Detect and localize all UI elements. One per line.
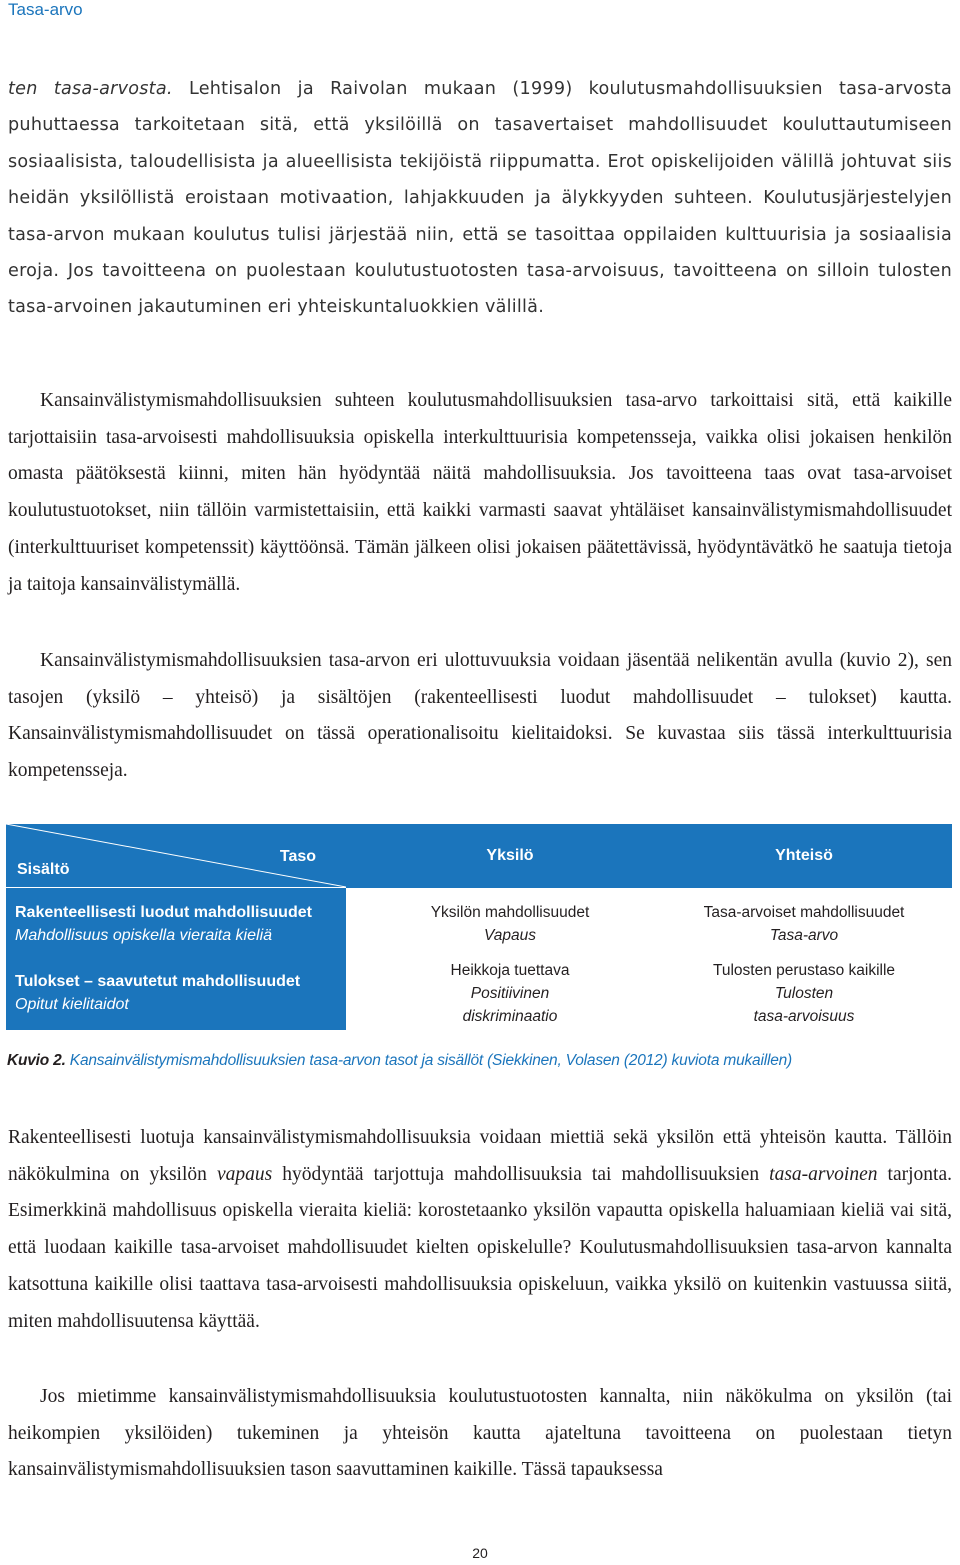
paragraph-4-italic1: vapaus (216, 1163, 273, 1185)
header-divider (6, 887, 346, 888)
paragraph-1-lead: ten tasa-arvosta. (8, 79, 173, 99)
cell-row2-yksilo (396, 959, 624, 1028)
header-sisalto: Sisältö (17, 861, 70, 878)
paragraph-3: Kansainvälistymismahdollisuuksien tasa-arvon eri ulottuvuuksia voidaan jäsentää nelikentän avulla (kuvio 2), sen tasojen (yksilö – yhteisö) ja sisältöjen (rakenteellisesti luodut mahdollisuudet – tulokset) kautta. Kansainvälistymismahdollisuudet on tässä operationalisoitu kielitaidoksi. Se kuvastaa siis tässä interkulttuurisia kompetensseja. (8, 650, 952, 782)
header-taso: Taso (279, 848, 317, 865)
row2-label-italic: Opitut kielitaidot (15, 996, 129, 1013)
cell-row1-yksilo-line2: Vapaus (484, 927, 536, 944)
figure-caption (7, 1052, 792, 1070)
paragraph-4-part1: Rakenteellisesti luotuja kansainvälistymismahdollisuuksia voidaan miettiä sekä yksilön että yhteisön kautta. Tällöin näkökulmina on yksilön (8, 1127, 952, 1185)
caption-text: Kansainvälistymismahdollisuuksien tasa-arvon tasot ja sisällöt (Siekkinen, Volasen (2012) kuviota mukaillen) (65, 1052, 792, 1069)
cell-row2-yhteiso-line2: Tulosten (774, 985, 834, 1002)
paragraph-4-part3: tarjonta. Esimerkkinä mahdollisuus opiskella vieraita kieliä: korostetaanko yksilön vapautta opiskella haluamiaan kieliä vai sitä, että luodaan kaikille tasa-arvoiset mahdollisuudet kielten opiskelulle? Koulutusmahdollisuuksien tasa-arvon kannalta katsottuna kaikille olisi taattava tasa-arvoisesti mahdollisuuksia opiskeluun, vaikka yksilö on kuitenkin vastuussa siitä, miten mahdollisuutensa käyttää. (8, 1163, 952, 1332)
paragraph-4-part2: hyödyntää tarjottuja mahdollisuuksia tai mahdollisuuksien (272, 1163, 770, 1185)
row1-label-italic: Mahdollisuus opiskella vieraita kieliä (15, 927, 273, 944)
cell-row2-yhteiso-line3: tasa-arvoisuus (753, 1008, 855, 1025)
cell-row1-yksilo (396, 901, 624, 947)
page-number: 20 (472, 1545, 488, 1561)
cell-row1-yksilo-line1: Yksilön mahdollisuudet (430, 904, 590, 921)
paragraph-4 (8, 1120, 952, 1340)
paragraph-4-italic2: tasa-arvoinen (769, 1163, 878, 1185)
header-yksilo: Yksilö (486, 847, 534, 864)
cell-row2-yksilo-line2: Positiivinen (470, 985, 550, 1002)
cell-row1-yhteiso (686, 901, 922, 947)
paragraph-1-text: Lehtisalon ja Raivolan mukaan (1999) koulutusmahdollisuuksien tasa-arvosta puhuttaessa tarkoitetaan sitä, että yksilöillä on tasavertaiset mahdollisuudet kouluttautumiseen sosiaalisista, taloudellisista ja alueellisista tekijöistä riippumatta. Erot opiskelijoiden välillä johtuvat siis heidän yksilöllistä eroistaan motivaation, lahjakkuuden ja älykkyyden suhteen. Koulutusjärjestelyjen tasa-arvon mukaan koulutus tulisi järjestää niin, että se tasoittaa oppilaiden kulttuurisia ja sosiaalisia eroja. Jos tavoitteena on puolestaan koulutustuotosten tasa-arvoisuus, tavoitteena on silloin tulosten tasa-arvoinen jakautuminen eri yhteiskuntaluokkien välillä. (8, 79, 952, 318)
figure-cells-panel (346, 888, 952, 1030)
cell-row2-yhteiso (686, 959, 922, 1028)
paragraph-2: Kansainvälistymismahdollisuuksien suhteen koulutusmahdollisuuksien tasa-arvo tarkoittaisi sitä, että kaikille tarjottaisiin tasa-arvoisesti mahdollisuuksia opiskella interkulttuurisia kompetenssejа, vaikka olisi jokaisen henkilön omasta päätöksestä kiinni, miten hän hyödyntää näitä mahdollisuuksia. Jos tavoitteena taas ovat tasa-arvoiset koulutustuotokset, niin tällöin varmistettaisiin, että kaikki varmasti saavat yhtäläiset kansainvälistymismahdollisuudet (interkulttuuriset kompetenssit) käyttöönsä. Tämän jälkeen olisi jokaisen päätettävissä, hyödyntävätkö he saatuja tietoja ja taitoja kansainvälistymällä. (8, 390, 952, 595)
paragraph-5: Jos mietimme kansainvälistymismahdollisuuksia koulutustuotosten kannalta, niin näkökulma on yksilön (tai heikompien yksilöiden) tukeminen ja yhteisön kautta ajateltuna tavoitteena on puolestaan tietyn kansainvälistymismahdollisuuksien tason saavuttaminen kaikille. Tässä tapauksessa (8, 1386, 952, 1481)
row-label-mahdollisuudet (15, 901, 312, 947)
cell-row2-yksilo-line3: diskriminaatio (462, 1008, 558, 1025)
section-title: Tasa-arvo (8, 0, 83, 19)
row2-label-bold: Tulokset – saavutetut mahdollisuudet (15, 973, 301, 990)
cell-row1-yhteiso-line1: Tasa-arvoiset mahdollisuudet (703, 904, 905, 921)
cell-row2-yksilo-line1: Heikkoja tuettava (450, 962, 570, 979)
header-yhteiso: Yhteisö (775, 847, 833, 864)
cell-row1-yhteiso-line2: Tasa-arvo (769, 927, 839, 944)
row1-label-bold: Rakenteellisesti luodut mahdollisuudet (15, 904, 312, 921)
paragraph-1 (8, 71, 952, 326)
figure-table (6, 824, 952, 1030)
cell-row2-yhteiso-line1: Tulosten perustaso kaikille (712, 962, 896, 979)
caption-number: Kuvio 2. (7, 1052, 66, 1069)
row-label-tulokset (15, 970, 300, 1016)
